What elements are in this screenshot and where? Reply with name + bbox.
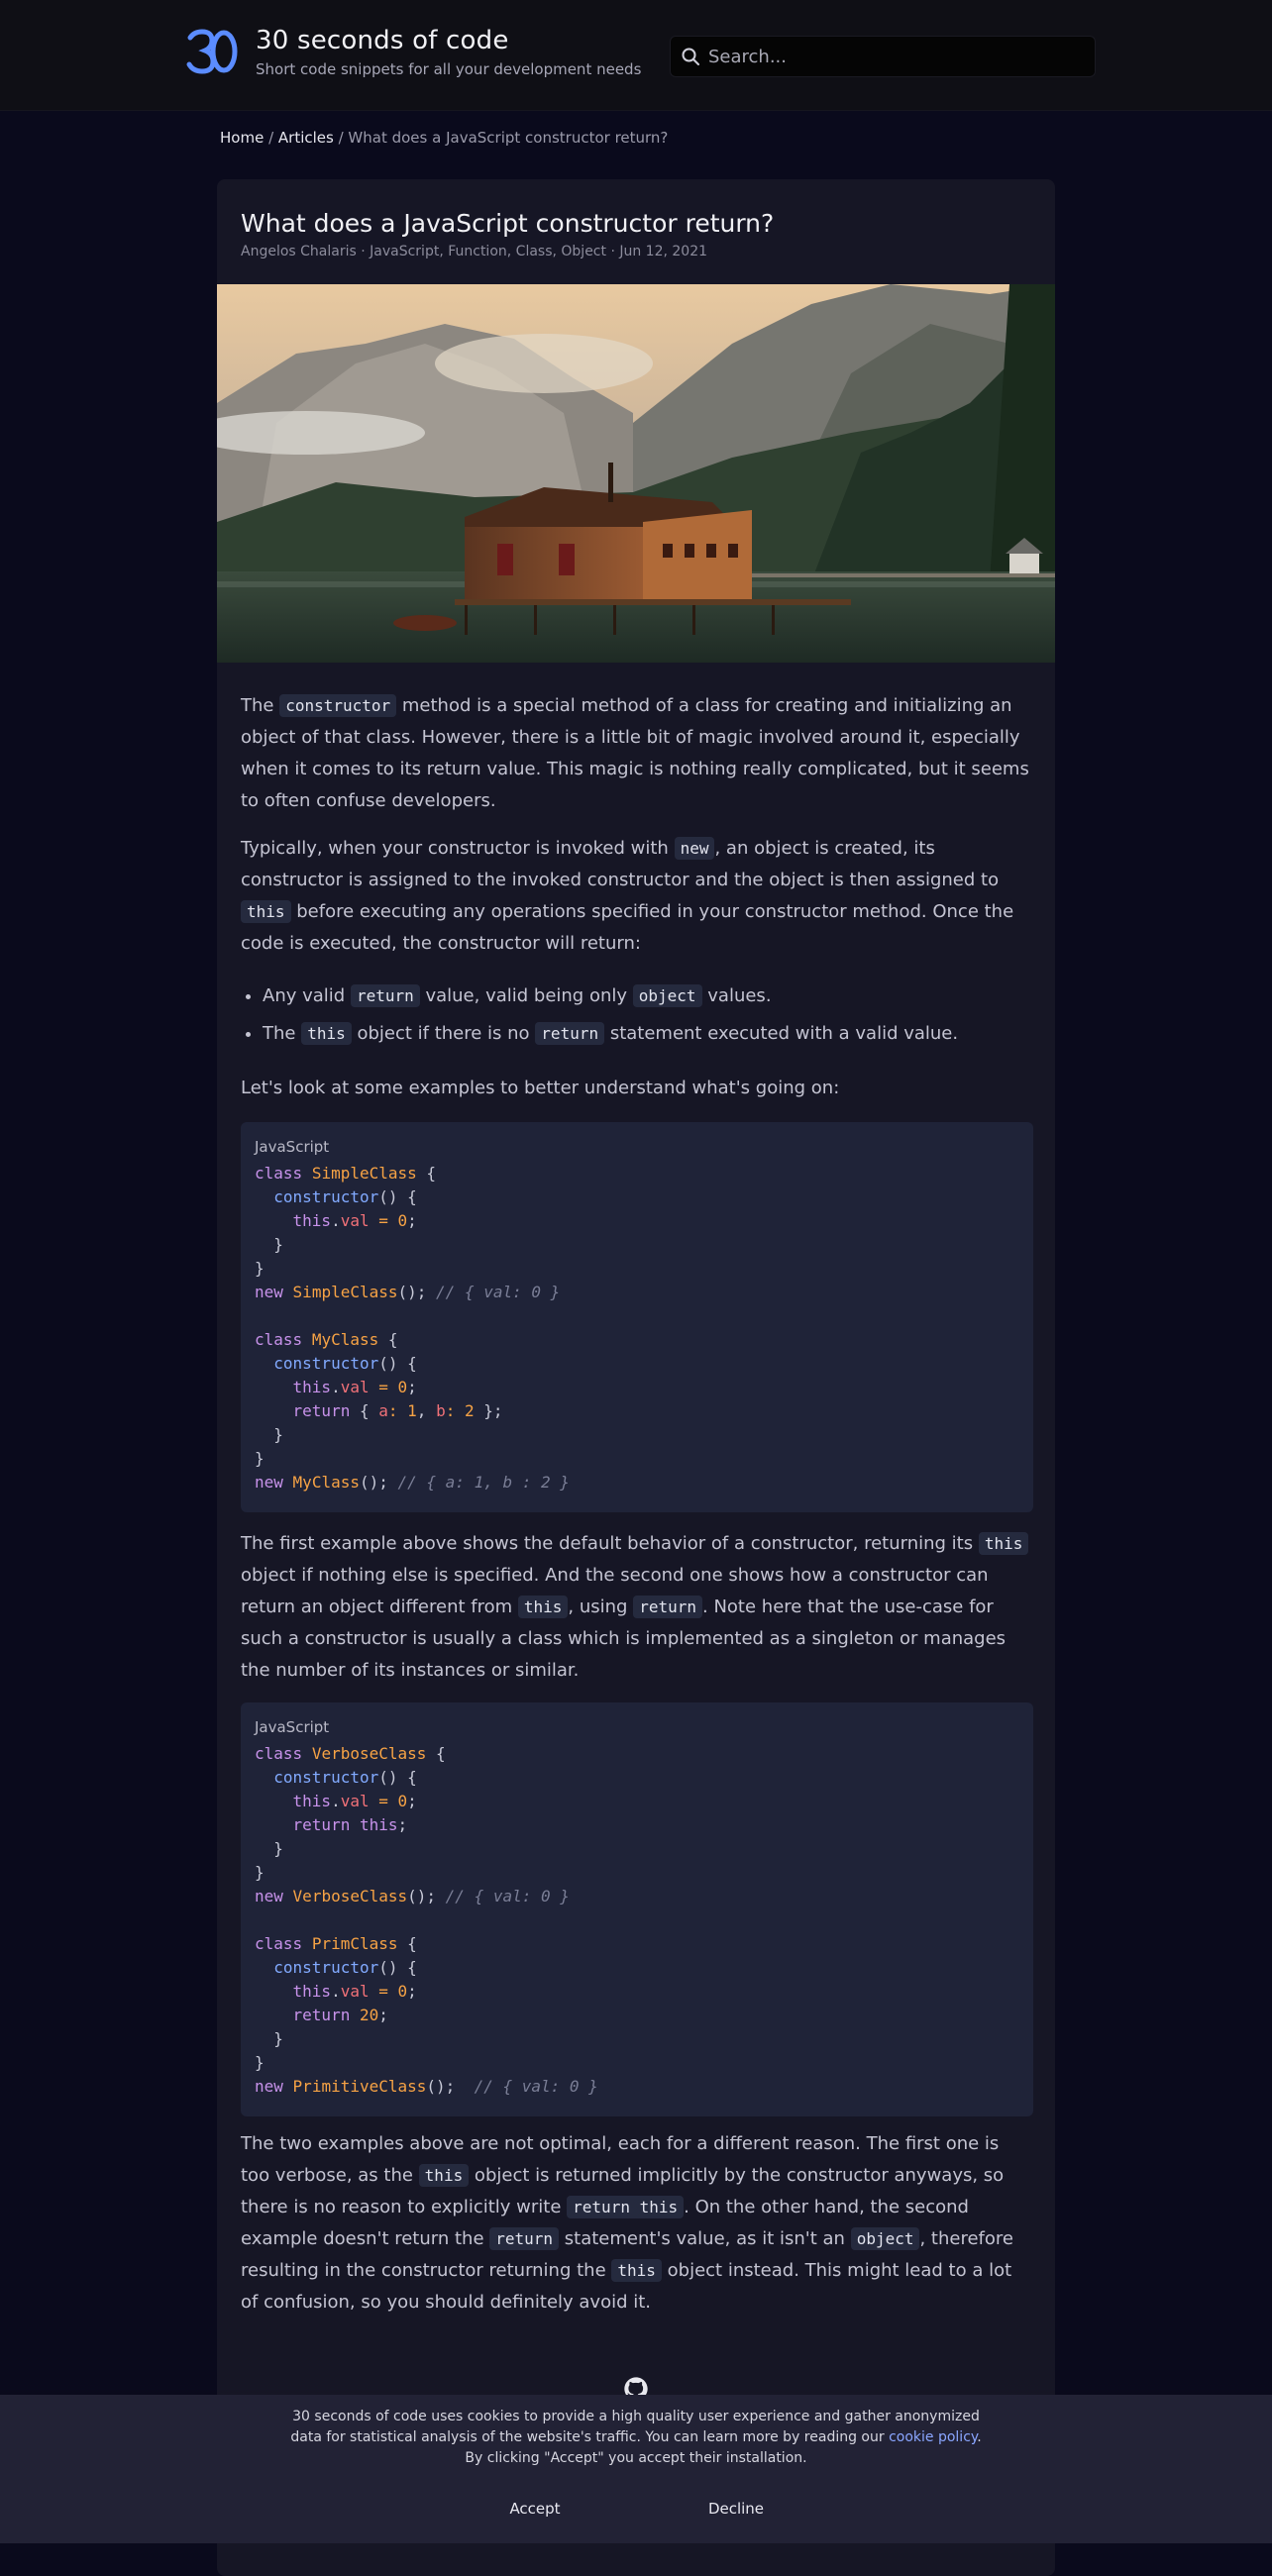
breadcrumb-separator: /: [333, 129, 349, 147]
inline-code: constructor: [279, 694, 396, 717]
search-input[interactable]: [706, 37, 1083, 76]
code-block[interactable]: [241, 1122, 1033, 1512]
inline-code: return: [535, 1022, 604, 1045]
article-card: [217, 179, 1055, 2576]
site-title[interactable]: 30 seconds of code: [256, 26, 509, 55]
inline-code: this: [611, 2259, 662, 2282]
breadcrumb-current: What does a JavaScript constructor return?: [348, 129, 669, 147]
inline-code: return: [489, 2227, 559, 2250]
decline-button[interactable]: Decline: [677, 2496, 795, 2522]
cookie-policy-link[interactable]: cookie policy: [889, 2429, 978, 2445]
list-item: • The this object if there is no return statement executed with a valid value.: [263, 1015, 1033, 1053]
search-icon: [681, 47, 700, 66]
search-box[interactable]: [670, 36, 1096, 77]
paragraph: The first example above shows the default behavior of a constructor, returning its this object if nothing else is specified. And the second one shows how a constructor can return an object different from this , using return . Note here that the use-case for such a constructor is usually a class which is implemented as a singleton or manages the number of its instances or similar.: [241, 1528, 1033, 1687]
article-meta: Angelos Chalaris · JavaScript, Function, Class, Object · Jun 12, 2021: [241, 244, 708, 259]
inline-code: new: [675, 837, 715, 860]
code-language-label: JavaScript: [255, 1138, 330, 1156]
cover-image: [217, 284, 1055, 663]
paragraph: The two examples above are not optimal, each for a different reason. The first one is too verbose, as the this object is returned implicitly by the constructor anyways, so there is no reason to explicitly write return this . On the other hand, the second example doesn't return the return statement's value, as it isn't an object , therefore resulting in the constructor returning the this object instead. This might lead to a lot of confusion, so you should definitely avoid it.: [241, 2133, 1013, 2313]
cookie-banner: [0, 2395, 1272, 2543]
breadcrumb-separator: /: [264, 129, 278, 147]
paragraph: Let's look at some examples to better understand what's going on:: [241, 1078, 840, 1098]
inline-code: return this: [567, 2196, 684, 2218]
breadcrumb: [220, 129, 668, 147]
list-item: • Any valid return value, valid being only object values.: [263, 978, 1033, 1015]
inline-code: object: [633, 984, 702, 1007]
inline-code: this: [979, 1532, 1029, 1555]
accept-button[interactable]: Accept: [476, 2496, 594, 2522]
inline-code: this: [241, 900, 291, 923]
breadcrumb-home-link[interactable]: Home: [220, 129, 265, 147]
paragraph: The constructor method is a special method of a class for creating and initializing an object of that class. However, there is a little bit of magic involved around it, especially when it comes to its return value. This magic is nothing really complicated, but it seems to often confuse developers.: [241, 695, 1029, 811]
site-subtitle: Short code snippets for all your development needs: [256, 60, 642, 78]
breadcrumb-articles-link[interactable]: Articles: [277, 129, 334, 147]
site-header: [0, 0, 1272, 111]
logo-icon[interactable]: [184, 28, 240, 75]
inline-code: return: [351, 984, 420, 1007]
inline-code: object: [851, 2227, 920, 2250]
code-block[interactable]: [241, 1702, 1033, 2116]
code-content[interactable]: class SimpleClass { constructor() { this.val = 0; } } new SimpleClass(); // { val: 0 } class MyClass { constructor() { this.val = 0; return { a: 1, b: 2 }; } } new MyClass(); // { a: 1, b : 2 }: [255, 1164, 570, 1492]
inline-code: this: [518, 1596, 569, 1618]
inline-code: this: [419, 2164, 470, 2187]
code-language-label: JavaScript: [255, 1718, 330, 1736]
code-content[interactable]: class VerboseClass { constructor() { this.val = 0; return this; } } new VerboseClass(); // { val: 0 } class PrimClass { constructor() { this.val = 0; return 20; } } new PrimitiveClass(); // { val: 0 }: [255, 1744, 598, 2096]
cookie-message: 30 seconds of code uses cookies to provide a high quality user experience and gather anonymized data for statistical analysis of the website's traffic. You can learn more by reading our cookie policy. By clicking "Accept" you accept their installation.: [290, 2409, 982, 2466]
inline-code: return: [633, 1596, 702, 1618]
inline-code: this: [301, 1022, 352, 1045]
paragraph: Typically, when your constructor is invoked with new , an object is created, its constructor is assigned to the invoked constructor and the object is then assigned to this before executing any operations specified in your constructor method. Once the code is executed, the constructor will return:: [241, 838, 1014, 954]
bullet-list: [241, 978, 1033, 1053]
article-title: What does a JavaScript constructor return?: [241, 209, 775, 238]
